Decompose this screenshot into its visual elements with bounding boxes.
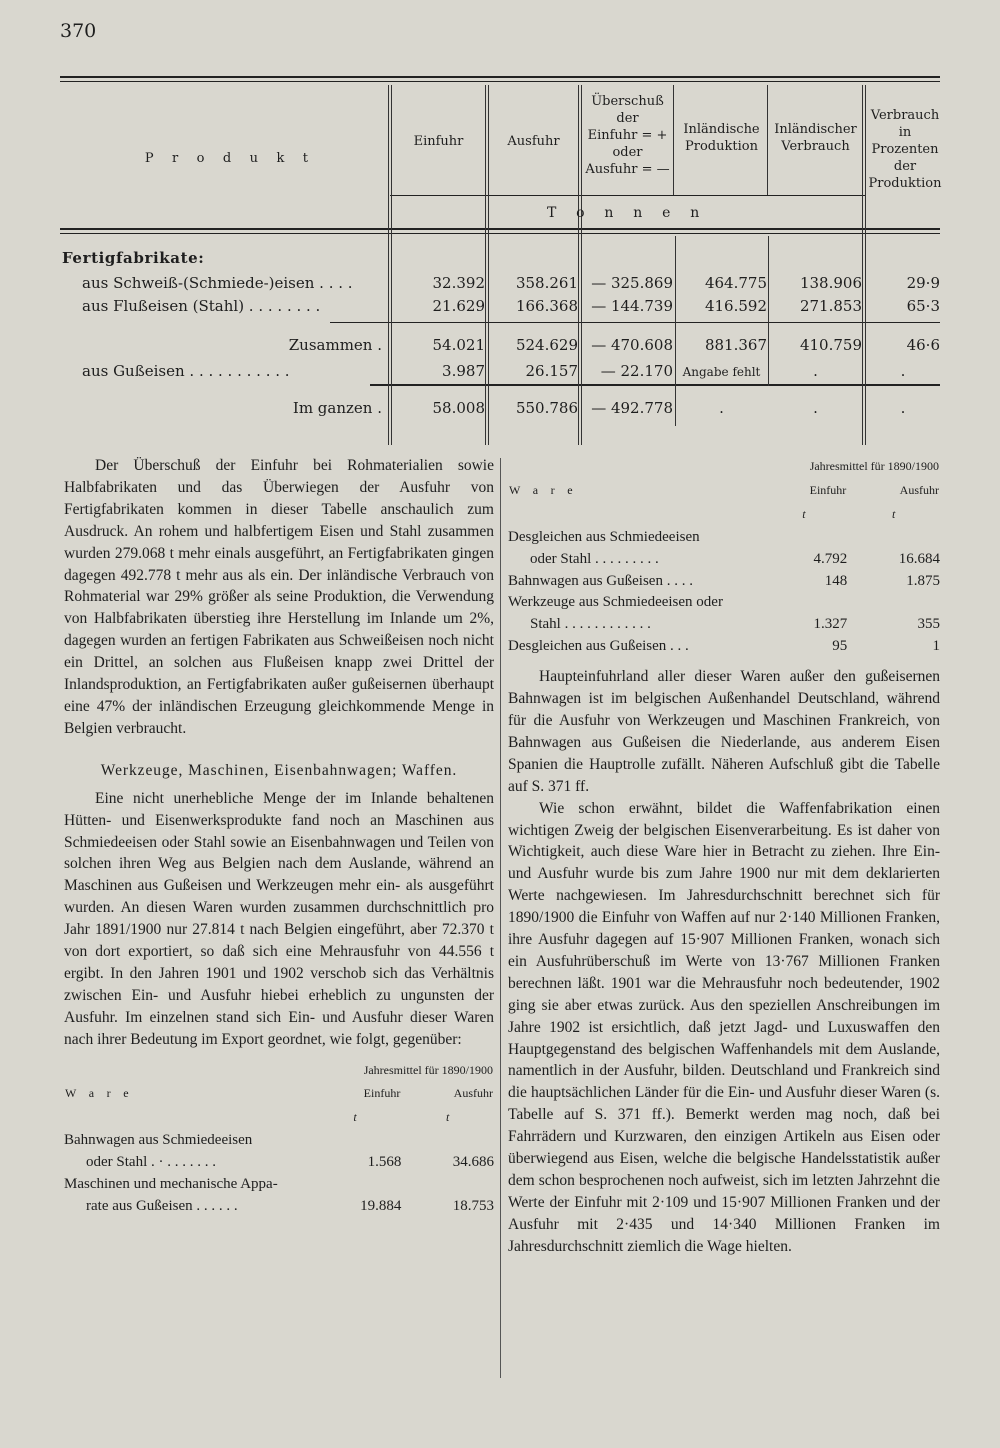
col-divider-3	[578, 85, 579, 445]
row-label: aus Schweiß-(Schmiede-)eisen . . . .	[82, 274, 353, 292]
row-label: aus Gußeisen . . . . . . . . . . .	[82, 362, 290, 380]
cell-ausfuhr: 524.629	[515, 336, 578, 354]
cell-ausfuhr: 34.686	[452, 1154, 494, 1171]
paragraph: Haupteinfuhrland aller dieser Waren außer den gußeisernen Bahnwagen ist im belgischen Außenhandel Deutschland, während für die Ausfuhr von Werkzeugen und Maschinen Frankreich, von Bahnwagen aus Gußeisen die Niederlande, aus anderem Eisen Spanien die Hauptrolle zufällt. Näheren Aufschluß gibt die Tabelle auf S. 371 ff.	[508, 668, 940, 795]
ware-table-left	[64, 1059, 494, 1218]
cell-verbrauch: .	[813, 362, 818, 380]
header-prozent	[866, 107, 944, 192]
cell-produktion: .	[719, 399, 724, 417]
header-produktion	[676, 121, 767, 155]
cell-verbrauch: 410.759	[799, 336, 862, 354]
row-label: aus Flußeisen (Stahl) . . . . . . . .	[82, 297, 321, 315]
cell-verbrauch: 271.853	[799, 297, 862, 315]
unit: t	[891, 506, 896, 521]
header-ueberschuss-line: oder	[612, 145, 643, 160]
ware-table-right	[508, 455, 940, 658]
table-top-rule	[60, 76, 940, 78]
header-prozent-line: Produktion	[868, 176, 942, 191]
header-unit: T o n n e n	[546, 205, 708, 221]
cell-prozent: .	[900, 362, 906, 380]
cell-ausfuhr: 550.786	[515, 399, 578, 417]
cell-ueberschuss: — 325.869	[591, 274, 673, 292]
header-ueberschuss-line: Einfuhr = +	[587, 128, 668, 143]
cell-ausfuhr: 1	[932, 638, 940, 655]
cell-ausfuhr: 355	[917, 616, 940, 633]
row-label: Bahnwagen aus Schmiedeeisen	[64, 1132, 253, 1149]
col-ware: W a r e	[509, 482, 578, 497]
unit: t	[802, 506, 806, 521]
header-produkt: P r o d u k t	[144, 151, 316, 166]
right-column	[508, 455, 940, 1258]
header-ueberschuss-line: Überschuß	[591, 94, 664, 109]
cell-ausfuhr: 16.684	[898, 550, 940, 567]
table-period: Jahresmittel für 1890/1900	[363, 1062, 493, 1077]
row-label: Desgleichen aus Schmiedeeisen	[508, 528, 700, 545]
row-label: Stahl . . . . . . . . . . . .	[530, 616, 651, 633]
cell-einfuhr: 148	[824, 572, 848, 589]
row-label: oder Stahl . . . . . . . . .	[530, 550, 659, 567]
col-divider-1	[388, 85, 389, 445]
row-label: Desgleichen aus Gußeisen . . .	[508, 638, 689, 655]
row-label: Zusammen .	[288, 336, 382, 354]
left-column	[64, 455, 494, 1218]
cell-ausfuhr: 1.875	[906, 572, 940, 589]
unit: t	[353, 1110, 357, 1125]
cell-ausfuhr: 166.368	[515, 297, 578, 315]
row-label: oder Stahl . · . . . . . . .	[86, 1154, 216, 1171]
cell-produktion: 464.775	[704, 274, 767, 292]
header-prozent-line: Prozenten	[871, 142, 939, 157]
total-rule	[370, 384, 940, 386]
row-label: Im ganzen .	[292, 399, 382, 417]
col-divider-5	[767, 85, 768, 195]
header-prozent-line: in	[898, 125, 912, 140]
cell-prozent: 29·9	[906, 274, 940, 292]
row-label: rate aus Gußeisen . . . . . .	[86, 1198, 238, 1214]
cell-prozent: 46·6	[906, 336, 940, 354]
cell-ausfuhr: 358.261	[515, 274, 578, 292]
header-bottom-rule	[60, 228, 940, 230]
cell-einfuhr: 4.792	[813, 550, 848, 567]
cell-produktion: 881.367	[704, 336, 767, 354]
col-divider-4c	[675, 236, 676, 426]
row-label: Bahnwagen aus Gußeisen . . . .	[508, 572, 693, 589]
cell-einfuhr: 54.021	[432, 336, 485, 354]
header-prozent-line: Verbrauch	[870, 108, 940, 123]
header-inner-rule	[390, 195, 865, 196]
cell-verbrauch: .	[813, 399, 818, 417]
page-number: 370	[60, 20, 97, 42]
header-ueberschuss	[582, 93, 673, 178]
table-period: Jahresmittel für 1890/1900	[809, 459, 939, 473]
header-ueberschuss-line: der	[616, 111, 639, 126]
header-verbrauch-line: Verbrauch	[781, 139, 850, 154]
cell-ueberschuss: — 470.608	[591, 336, 673, 354]
header-produktion-line: Produktion	[685, 139, 758, 154]
cell-ausfuhr: 26.157	[525, 362, 578, 380]
section-heading: Werkzeuge, Maschinen, Eisenbahnwagen; Waffen.	[100, 761, 458, 779]
unit: t	[445, 1110, 450, 1125]
row-label: Maschinen und mechanische Appa-	[64, 1176, 278, 1193]
cell-produktion: 416.592	[704, 297, 767, 315]
header-ueberschuss-line: Ausfuhr = —	[585, 162, 670, 177]
col-ware: W a r e	[65, 1086, 134, 1101]
cell-ausfuhr: 18.753	[452, 1198, 494, 1214]
cell-prozent: .	[900, 399, 906, 417]
col-divider-4	[673, 85, 674, 195]
cell-einfuhr: 58.008	[432, 399, 485, 417]
header-bottom-rule-thin	[60, 233, 940, 234]
cell-ueberschuss: — 492.778	[591, 399, 673, 417]
cell-einfuhr: 1.327	[813, 616, 848, 633]
paragraph: Wie schon erwähnt, bildet die Waffenfabrikation einen wichtigen Zweig der belgischen Eisenverarbeitung. Es ist daher von Wichtigkeit, auch diese Ware hier in Betracht zu ziehen. Ihre Ein- und Ausfuhr wurde bis zum Jahre 1900 nur mit dem deklarierten Werte nachgewiesen. Im Jahresdurchschnitt berechnet sich für 1890/1900 die Einfuhr von Waffen auf nur 2·140 Millionen Franken, ihre Ausfuhr dagegen auf 15·907 Millionen Franken, wonach sich ein Ausfuhrüberschuß im Werte von 13·767 Millionen Franken berechnen läßt. 1901 war die Mehrausfuhr noch bedeutender, 1902 ging sie aber etwas zurück. Aus den speziellen Anschreibungen im Jahre 1902 ist ersichtlich, daß jetzt Jagd- und Luxuswaffen den Hauptgegenstand des belgischen Waffenhandels mit dem Auslande, namentlich in der Ausfuhr, bilden. Deutschland und Frankreich sind die hauptsächlichen Länder für die Ein- und Ausfuhr dieser Waren (s. Tabelle auf S. 371 ff.). Bemerkt werden mag noch, daß bei Fahrrädern und Kurzwaren, den einzigen Artikeln aus Eisen oder überwiegend aus Eisen, welche die belgische Handelsstatistik außer dem schon besprochenen noch aufweist, sich im letzten Jahrzehnt die Werte der Einfuhr mit 2·109 und 15·907 Millionen Franken und der Ausfuhr mit 2·435 und 14·340 Millionen Franken im Jahresdurchschnitt ziemlich die Wage hielten.	[508, 799, 940, 1255]
paragraph: Der Überschuß der Einfuhr bei Rohmaterialien sowie Halbfabrikaten und das Überwiegen der Ausfuhr von Fertigfabrikaten kommen in dieser Tabelle anschaulich zum Ausdruck. An rohem und halbfertigem Eisen und Stahl zusammen wurden 279.068 t mehr einals ausgeführt, an Fertigfabrikaten gingen dagegen 492.778 t mehr aus als ein. Der inländische Verbrauch von Rohmaterial war 29% größer als seine Produktion, die Verwendung von Halbfabrikaten überstieg ihre Herstellung im Inlande um 2%, dagegen wurden an fertigen Fabrikaten aus Schweißeisen noch nicht ein Drittel, an solchen aus Flußeisen knapp zwei Drittel der Inlandsproduktion, an Fertigfabrikaten außer gußeisernen überhaupt eine 47% der inländischen Erzeugung gleichkommende Menge in Belgien verbraucht.	[64, 457, 494, 737]
cell-prozent: 65·3	[906, 297, 940, 315]
column-rule	[500, 458, 501, 1378]
table-top-rule-thin	[60, 81, 940, 82]
section-heading: Fertigfabrikate:	[62, 249, 205, 267]
header-produktion-line: Inländische	[683, 122, 760, 137]
header-einfuhr: Einfuhr	[413, 134, 464, 149]
cell-einfuhr: 1.568	[367, 1154, 402, 1171]
col-einfuhr: Einfuhr	[363, 1086, 401, 1101]
header-verbrauch	[769, 121, 862, 155]
cell-ueberschuss: — 22.170	[600, 362, 673, 380]
col-divider-6	[862, 85, 863, 445]
col-einfuhr: Einfuhr	[809, 482, 847, 497]
col-divider-2	[485, 85, 486, 445]
header-prozent-line: der	[893, 159, 917, 174]
cell-produktion: Angabe fehlt	[682, 365, 761, 379]
cell-ueberschuss: — 144.739	[591, 297, 673, 315]
row-label: Werkzeuge aus Schmiedeeisen oder	[508, 594, 723, 611]
subtotal-rule	[330, 322, 940, 323]
cell-einfuhr: 32.392	[432, 274, 485, 292]
cell-einfuhr: 95	[832, 638, 848, 655]
paragraph: Eine nicht unerhebliche Menge der im Inlande behaltenen Hütten- und Eisenwerksprodukte fand noch an Maschinen aus Schmiedeeisen oder Stahl sowie an Eisenbahnwagen und Teilen von solchen ihren Weg aus Belgien nach dem Auslande, während an Maschinen aus Gußeisen und Werkzeugen mehr ein- als ausgeführt wurden. An diesen Waren wurden zusammen durchschnittlich pro Jahr 1891/1900 nur 27.814 t nach Belgien eingeführt, aber 72.370 t von dort exportiert, so daß sich eine Mehrausfuhr von 44.556 t ergibt. In den Jahren 1901 und 1902 verschob sich das Verhältnis zwischen Ein- und Ausfuhr hiebei erheblich zu ungunsten der Ausfuhr. Im einzelnen stand sich Ein- und Ausfuhr dieser Waren nach ihrer Bedeutung im Export geordnet, wie folgt, gegenüber:	[64, 789, 494, 1048]
header-verbrauch-line: Inländischer	[774, 122, 857, 137]
col-ausfuhr: Ausfuhr	[899, 482, 939, 497]
col-ausfuhr: Ausfuhr	[453, 1086, 493, 1101]
cell-einfuhr: 3.987	[442, 362, 485, 380]
cell-verbrauch: 138.906	[799, 274, 862, 292]
cell-einfuhr: 19.884	[360, 1198, 402, 1214]
cell-einfuhr: 21.629	[432, 297, 485, 315]
header-ausfuhr: Ausfuhr	[507, 134, 560, 149]
